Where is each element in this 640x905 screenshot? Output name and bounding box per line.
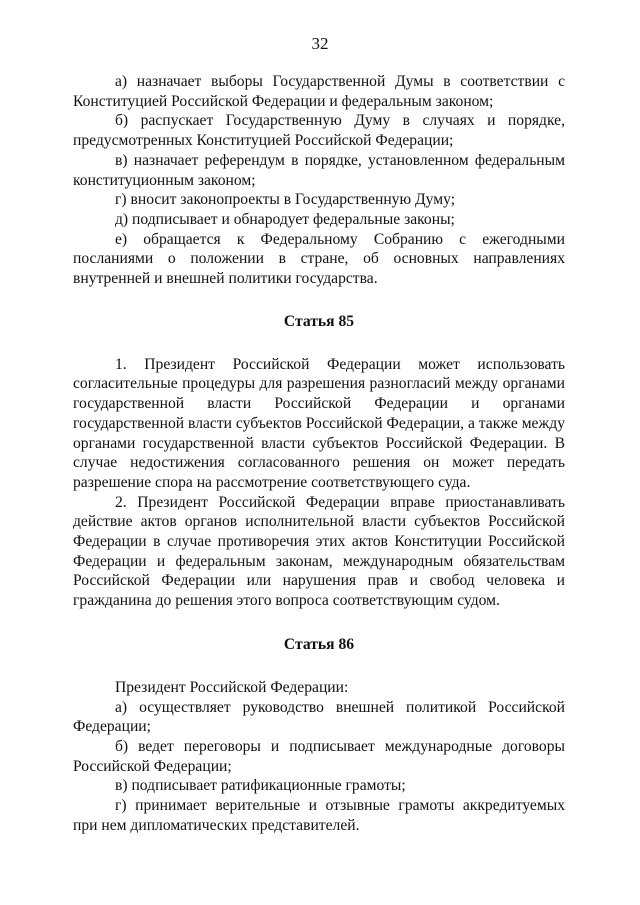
article-84-item-d: д) подписывает и обнародует федеральные законы;: [115, 210, 455, 228]
article-85-heading: Статья 85: [283, 312, 355, 330]
page-number: 32: [311, 34, 329, 53]
article-86-item-v: в) подписывает ратификационные грамоты;: [115, 777, 406, 795]
article-84-item-b: б) распускает Государственную Думу в случаях и порядке, предусмотренных Конституцией Российской Федерации;: [73, 112, 565, 150]
article-85-paragraph-2: 2. Президент Российской Федерации вправе приостанавливать действие актов органов исполнительной власти субъектов Российской Федерации в случае противоречия этих актов Конституции Российской Федерации и федеральным законам, международным обязательствам Российской Федерации или нарушения прав и свобод человека и гражданина до решения этого вопроса соответствующим судом.: [73, 493, 565, 610]
article-84-item-a: а) назначает выборы Государственной Думы в соответствии с Конституцией Российской Федерации и федеральным законом;: [73, 73, 565, 110]
article-86-item-a: а) осуществляет руководство внешней политикой Российской Федерации;: [73, 698, 565, 736]
article-84-item-e: е) обращается к Федеральному Собранию с ежегодными посланиями о положении в стране, об основных направлениях внутренней и внешней политики государства.: [73, 230, 565, 288]
article-86-item-b: б) ведет переговоры и подписывает международные договоры Российской Федерации;: [73, 737, 565, 775]
article-84-item-v: в) назначает референдум в порядке, установленном федеральным конституционным законом;: [73, 151, 565, 189]
article-86-intro: Президент Российской Федерации:: [115, 678, 349, 696]
article-86-heading: Статья 86: [283, 635, 355, 653]
article-86-item-g: г) принимает верительные и отзывные грамоты аккредитуемых при нем дипломатических представителей.: [73, 797, 565, 834]
article-84-item-g: г) вносит законопроекты в Государственную Думу;: [115, 191, 456, 209]
document-body: [73, 72, 565, 836]
article-85-paragraph-1: 1. Президент Российской Федерации может использовать согласительные процедуры для разрешения разногласий между органами государственной власти Российской Федерации и органами государственной власти субъектов Российской Федерации, а также между органами государственной власти субъектов Российской Федерации. В случае недостижения согласованного решения он может передать разрешение спора на рассмотрение соответствующего суда.: [73, 355, 565, 491]
